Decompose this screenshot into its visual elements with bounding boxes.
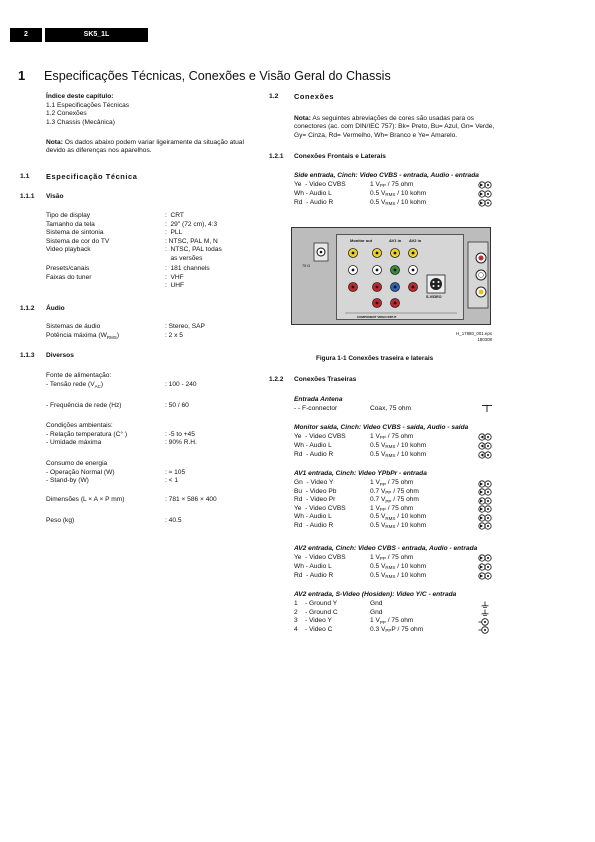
pin-value-end: / 75 ohm (385, 180, 414, 188)
audio-power-value: : 2 x 5 (165, 332, 183, 339)
pin-label: Rd - Audio R (294, 521, 334, 529)
pin-label: 1 - Ground Y (294, 600, 338, 607)
input-connector-icon (478, 514, 492, 522)
pin-value (370, 451, 426, 459)
dimensions-label: Dimensões (L × A × P mm) (46, 496, 125, 503)
note-left-label: Nota: (46, 139, 63, 146)
pin-value-end: / 75 ohm (385, 553, 414, 561)
pin-value-main: 1 V (370, 617, 380, 624)
output-connector-icon (478, 451, 492, 459)
standby-label: - Stand-by (W) (46, 477, 89, 484)
note-left (46, 139, 256, 156)
pin-value (370, 563, 426, 571)
pin-label: Wh - Audio L (294, 441, 332, 449)
pin-value-end: / 75 ohm (385, 504, 414, 512)
pin-value (370, 199, 426, 207)
standby-value: : < 1 (165, 477, 179, 484)
pin-value (370, 442, 426, 450)
antenna-pin: - - F-connector (294, 405, 338, 412)
section-1-2-title: Conexões (294, 91, 335, 101)
rf-label: 75 Ω (302, 264, 311, 268)
pin-label: Rd - Audio R (294, 571, 334, 579)
pin-value-main: 0.5 V (370, 198, 386, 206)
pin-value-main: 1 V (370, 432, 380, 440)
temperature-label: - Relação temperatura (C° ) (46, 430, 128, 438)
pin-value (370, 513, 426, 521)
section-1-1-title: Especificação Técnica (46, 171, 138, 181)
input-connector-icon (478, 626, 492, 634)
pin-value-sub: RMS (385, 524, 396, 529)
component-input-label: COMPONENT VIDEO INPUT (357, 315, 397, 319)
pin-label: Ye - Video CVBS (294, 180, 346, 188)
pin-value-end: / 10 kohm (395, 513, 427, 520)
index-item-2: 1.2 Conexões (46, 110, 87, 117)
antenna-heading: Entrada Antena (294, 396, 343, 403)
section-1-1-2-title: Áudio (46, 305, 65, 312)
power-heading: Fonte de alimentação: (46, 372, 112, 379)
pin-value-end: / 10 kohm (395, 189, 427, 197)
pin-value-sub: RMS (385, 574, 396, 579)
monitor-out-heading: Monitor saída, Cinch: Video CVBS - saída, Audio - saída (294, 424, 469, 431)
pin-value-sub: RMS (385, 453, 396, 458)
audio-systems-label: Sistemas de áudio (46, 323, 101, 330)
pin-value (370, 488, 419, 496)
pin-label: Rd - Video Pr (294, 496, 336, 503)
pin-value-end: / 10 kohm (395, 571, 427, 579)
pin-value-main: 0.5 V (370, 513, 386, 520)
note-right-label: Nota: (294, 115, 311, 122)
pin-value-main: 1 V (370, 180, 380, 188)
pin-value-end: P / 75 ohm (391, 625, 424, 633)
pin-value (370, 572, 426, 580)
index-heading: Índice deste capítulo: (46, 93, 114, 100)
side-input-heading: Side entrada, Cinch: Video CVBS - entrada, Audio - entrada (294, 172, 479, 179)
pin-label: Wh - Audio L (294, 513, 332, 520)
frequency-value: : 50 / 60 (165, 401, 189, 409)
pin-value-end: / 10 kohm (395, 441, 427, 449)
pin-value-end: / 75 ohm (385, 479, 414, 486)
note-right (294, 115, 504, 140)
vision-spec-label: Tamanho da tela (46, 220, 95, 228)
vision-spec-value: : VHF (165, 273, 184, 281)
pin-label: Ye - Video CVBS (294, 553, 346, 561)
normal-operation-value: : ≈ 105 (165, 468, 186, 476)
section-1-1-1-number: 1.1.1 (20, 193, 35, 200)
vision-spec-value: : NTSC, PAL todas (165, 246, 222, 253)
rear-panel-jacks (337, 235, 465, 321)
audio-power-label-sub: RMS (106, 334, 117, 340)
figure-caption: Figura 1-1 Conexões traseira e laterais (316, 355, 434, 362)
input-connector-icon (478, 480, 492, 488)
av2-svideo-heading: AV2 entrada, S-Video (Hosiden): Video Y/C - entrada (294, 591, 457, 598)
pin-value-main: 0.7 V (370, 496, 386, 503)
consumption-heading: Consumo de energia (46, 460, 108, 467)
humidity-label: - Umidade máxima (46, 439, 102, 446)
input-connector-icon (478, 618, 492, 626)
voltage-label-text: - Tensão rede (V (46, 381, 95, 388)
audio-power-label (46, 332, 119, 340)
vision-spec-label: Tipo de display (46, 212, 91, 219)
av1-heading: AV1 entrada, Cinch: Video YPbPr - entrada (294, 470, 427, 477)
pin-value (370, 626, 423, 634)
voltage-value: : 100 - 240 (165, 381, 197, 388)
output-connector-icon (478, 442, 492, 450)
pin-value-sub: PP (379, 435, 386, 440)
voltage-label-sub: AC (94, 383, 101, 389)
vision-spec-label: Sistema de cor do TV (46, 237, 110, 245)
pin-value-main: 0.5 V (370, 521, 386, 529)
pin-value-sub: PP (379, 507, 386, 512)
pin-label: Rd - Audio R (294, 198, 334, 206)
vision-spec-label: Faixas do tuner (46, 273, 92, 281)
pin-value-end: / 10 kohm (395, 521, 427, 529)
chapter-title: Especificações Técnicas, Conexões e Visão Geral do Chassis (44, 69, 391, 83)
ground-icon (478, 601, 492, 609)
input-connector-icon (478, 488, 492, 496)
pin-value-sub: PP (379, 619, 386, 625)
pin-value (370, 617, 413, 625)
pin-label: Rd - Audio R (294, 450, 334, 458)
section-1-1-1-title: Visão (46, 193, 64, 200)
pin-value-sub: PP (385, 498, 392, 504)
pin-value (370, 190, 426, 198)
vision-spec-label: Video playback (46, 246, 91, 253)
pin-value (370, 554, 413, 562)
pin-value-sub: PP (379, 481, 386, 487)
pin-value-end: / 10 kohm (395, 450, 427, 458)
note-left-text: Os dados abaixo podem variar ligeiramente da situação atual devido as diferenças nos aparelhos. (46, 139, 244, 155)
pin-value (370, 522, 426, 530)
temperature-value: : -5 to +45 (165, 430, 195, 438)
figure-file-date: 180308 (477, 336, 492, 342)
pin-label: 3 - Video Y (294, 617, 332, 624)
index-item-3: 1.3 Chassis (Mecânica) (46, 118, 115, 126)
rear-connections-figure (291, 227, 491, 325)
input-connector-icon (478, 181, 492, 189)
vision-spec-value: : PLL (165, 229, 183, 236)
input-connector-icon (478, 505, 492, 513)
pin-value-sub: RMS (385, 444, 396, 449)
input-connector-icon (478, 190, 492, 198)
vision-spec-value: : CRT (165, 212, 184, 219)
input-connector-icon (478, 199, 492, 207)
pin-value (370, 609, 382, 617)
pin-value-end: / 10 kohm (395, 198, 427, 206)
environment-heading: Condições ambientais: (46, 422, 113, 429)
section-1-2-1-number: 1.2.1 (269, 153, 284, 160)
page-number: 2 (10, 28, 42, 42)
pin-value-sub: PP (385, 490, 392, 495)
audio-systems-value: : Stereo, SAP (165, 323, 205, 330)
voltage-label (46, 381, 103, 389)
pin-label: Wh - Audio L (294, 189, 332, 197)
pin-value-main: 0.5 V (370, 450, 386, 458)
weight-value: : 40.5 (165, 517, 182, 524)
pin-value (370, 496, 419, 504)
weight-label: Peso (kg) (46, 517, 75, 524)
vision-spec-value: : UHF (165, 282, 185, 289)
pin-value-main: 0.5 V (370, 571, 386, 579)
input-connector-icon (478, 563, 492, 571)
input-connector-icon (478, 522, 492, 530)
av2-in-label: AV2 in (409, 238, 422, 243)
antenna-value: Coax, 75 ohm (370, 405, 412, 412)
av1-in-label: AV1 in (389, 238, 402, 243)
ground-icon (478, 609, 492, 617)
pin-value-end: / 75 ohm (391, 496, 419, 503)
pin-value (370, 433, 413, 441)
pin-value-sub: RMS (385, 192, 396, 197)
pin-value-main: 0.7 V (370, 487, 386, 495)
frequency-label: - Frequência de rede (Hz) (46, 401, 122, 409)
vision-spec-label: Sistema de sintonia (46, 229, 104, 236)
pin-value-main: Gnd (370, 600, 383, 607)
output-connector-icon (478, 433, 492, 441)
pin-value-end: / 75 ohm (391, 487, 419, 495)
pin-value-main: 0.3 V (370, 625, 386, 633)
section-1-1-3-title: Diversos (46, 352, 74, 359)
vision-spec-label: Presets/canais (46, 265, 90, 272)
pin-value-sub: PP (379, 183, 386, 188)
pin-value-main: 0.5 V (370, 189, 386, 197)
pin-value-end: / 10 kohm (395, 562, 427, 570)
pin-label: 4 - Video C (294, 625, 333, 633)
pin-value-main: 1 V (370, 504, 380, 512)
pin-value-main: 1 V (370, 553, 380, 561)
vision-spec-value: : NTSC, PAL M, N (165, 237, 218, 245)
pin-value (370, 505, 413, 513)
pin-value-sub: RMS (385, 201, 396, 206)
pin-label: Gn - Video Y (294, 479, 334, 486)
model-code: SK5_1L (45, 28, 148, 42)
note-right-text: As seguintes abreviações de cores são usadas para os conectores (ac. com DIN/IEC 757): Bk= Preto, Bu= Azul, Gn= Verde, Gy= Cinza, Rd= Vermelho, Wh= Branco e Ye= Amarelo. (294, 115, 495, 139)
input-connector-icon (478, 554, 492, 562)
audio-power-label-end: ) (116, 332, 120, 339)
pin-value-main: 1 V (370, 479, 380, 486)
pin-value-sub: RMS (385, 515, 396, 521)
vision-spec-value: : 29" (72 cm), 4:3 (165, 220, 218, 228)
pin-value-end: / 75 ohm (385, 617, 414, 624)
section-1-2-1-title: Conexões Frontais e Laterais (294, 153, 386, 160)
pin-label: Ye - Video CVBS (294, 432, 346, 440)
dimensions-value: : 781 × 586 × 400 (165, 496, 217, 503)
pin-value-main: Gnd (370, 608, 383, 616)
humidity-value: : 90% R.H. (165, 439, 197, 446)
figure-file-ref: H_17880_001.eps (456, 331, 492, 336)
section-1-1-2-number: 1.1.2 (20, 305, 35, 312)
pin-value-sub: RMS (385, 565, 396, 570)
voltage-label-end: ) (100, 381, 104, 388)
pin-value-sub: PP (385, 628, 392, 633)
pin-value (370, 479, 413, 487)
section-1-2-number: 1.2 (269, 93, 279, 100)
pin-value-main: 0.5 V (370, 441, 386, 449)
section-1-2-2-title: Conexões Traseiras (294, 376, 357, 383)
antenna-icon (481, 404, 493, 413)
pin-value-sub: PP (379, 556, 386, 561)
pin-value-end: / 75 ohm (385, 432, 414, 440)
section-1-1-number: 1.1 (20, 173, 30, 180)
chapter-number: 1 (18, 68, 26, 83)
section-1-2-2-number: 1.2.2 (269, 376, 284, 383)
rear-panel (336, 234, 464, 320)
vision-spec-value: : 181 channels (165, 265, 210, 272)
av2-heading: AV2 entrada, Cinch: Video CVBS - entrada, Audio - entrada (294, 545, 478, 552)
pin-label: 2 - Ground C (294, 608, 338, 616)
pin-label: Bu - Video Pb (294, 487, 337, 495)
vision-spec-value: as versões (165, 254, 203, 262)
normal-operation-label: - Operação Normal (W) (46, 468, 115, 476)
monitor-out-label: Monitor out (350, 238, 372, 243)
section-1-1-3-number: 1.1.3 (20, 352, 35, 359)
svideo-label: S-VIDEO (426, 295, 442, 299)
pin-value (370, 181, 413, 189)
input-connector-icon (478, 497, 492, 505)
pin-label: Wh - Audio L (294, 562, 332, 570)
audio-power-label-text: Potência máxima (W (46, 332, 107, 339)
pin-label: Ye - Video CVBS (294, 504, 346, 512)
input-connector-icon (478, 572, 492, 580)
pin-value-main: 0.5 V (370, 562, 386, 570)
index-item-1: 1.1 Especificações Técnicas (46, 101, 130, 109)
pin-value (370, 600, 382, 608)
